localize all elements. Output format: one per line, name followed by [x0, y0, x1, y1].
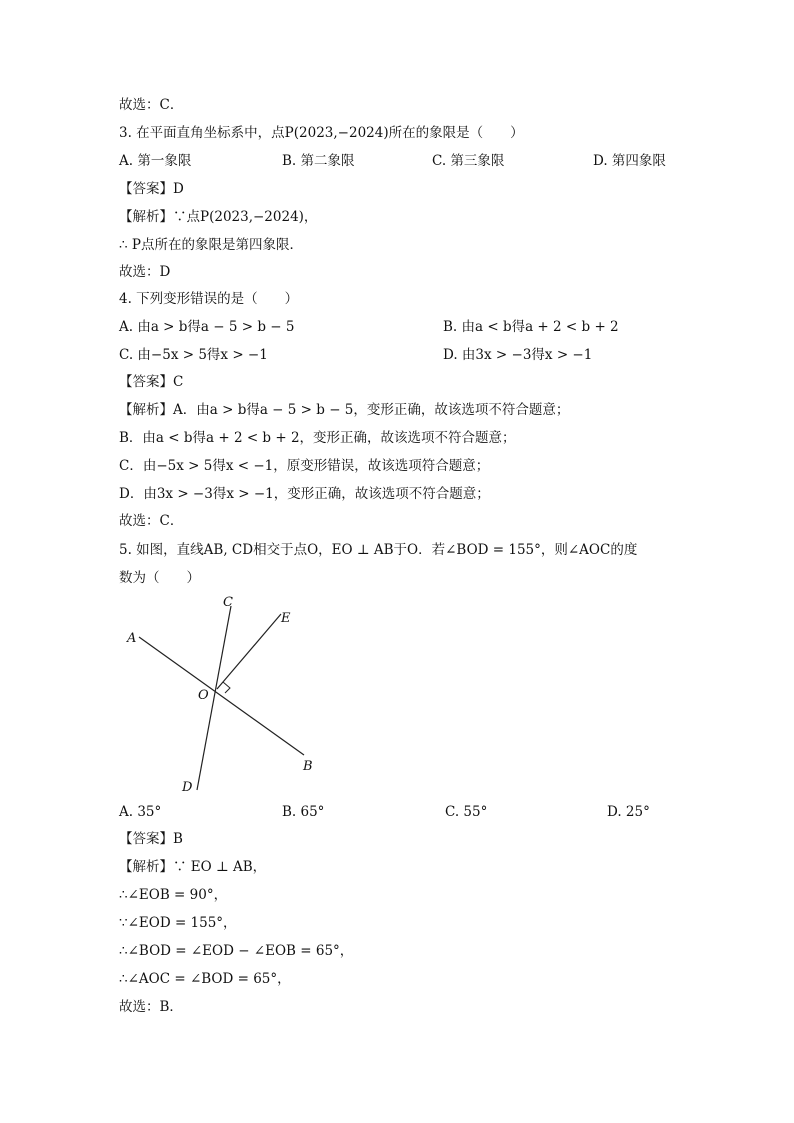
q5-option-d: D. 25° [607, 804, 650, 820]
q2-conclusion: 故选：C． [119, 97, 184, 113]
q5-stem-continued: 数为（ ） [119, 570, 200, 586]
q4-analysis-a: 【解析】A．由a > b得a − 5 > b − 5，变形正确，故该选项不符合题意； [119, 402, 570, 418]
q5-option-b: B. 65° [282, 804, 325, 820]
q4-stem: 4. 下列变形错误的是（ ） [119, 291, 299, 307]
q5-answer: 【答案】B [119, 831, 183, 847]
q5-conclusion: 故选：B． [119, 999, 183, 1015]
q5-option-a: A. 35° [119, 804, 162, 820]
q4-option-b: B. 由a < b得a + 2 < b + 2 [443, 319, 619, 335]
label-c: C [223, 595, 233, 610]
q3-option-c: C. 第三象限 [432, 153, 505, 169]
q3-stem: 3. 在平面直角坐标系中，点P(2023,−2024)所在的象限是（ ） [119, 125, 524, 141]
q4-option-a: A. 由a > b得a − 5 > b − 5 [119, 319, 295, 335]
q4-answer: 【答案】C [119, 374, 184, 390]
q4-analysis-b: B．由a < b得a + 2 < b + 2，变形正确，故该选项不符合题意； [119, 430, 516, 446]
q5-analysis-4: ∴∠BOD = ∠EOD − ∠EOB = 65°， [119, 943, 354, 959]
q3-answer: 【答案】D [119, 181, 184, 197]
q3-option-b: B. 第二象限 [282, 153, 355, 169]
q4-option-d: D. 由3x > −3得x > −1 [443, 347, 593, 363]
label-a: A [127, 631, 137, 646]
right-angle-mark [223, 682, 230, 693]
label-b: B [303, 759, 313, 774]
q3-analysis-2: ∴ P点所在的象限是第四象限． [119, 237, 303, 253]
label-e: E [281, 611, 291, 626]
q4-conclusion: 故选：C． [119, 513, 184, 529]
label-o: O [198, 688, 209, 703]
q5-analysis-2: ∴∠EOB = 90°， [119, 887, 228, 903]
q4-option-c: C. 由−5x > 5得x > −1 [119, 347, 268, 363]
label-d: D [182, 780, 193, 795]
q3-option-a: A. 第一象限 [119, 153, 192, 169]
q4-analysis-c: C．由−5x > 5得x < −1，原变形错误，故该选项符合题意； [119, 458, 490, 474]
q5-analysis-3: ∵∠EOD = 155°， [119, 915, 237, 931]
q5-analysis-5: ∴∠AOC = ∠BOD = 65°， [119, 971, 291, 987]
q5-analysis-1: 【解析】∵ EO ⊥ AB， [119, 859, 267, 875]
geometry-figure [119, 592, 329, 797]
q3-analysis-1: 【解析】∵点P(2023,−2024)， [119, 209, 318, 225]
q3-option-d: D. 第四象限 [593, 153, 666, 169]
q5-option-c: C. 55° [445, 804, 488, 820]
q3-conclusion: 故选：D [119, 264, 171, 280]
q5-stem: 5. 如图，直线AB, CD相交于点O，EO ⊥ AB于O．若∠BOD = 155°，则∠AOC的度 [119, 542, 638, 558]
ray-oe [217, 614, 281, 689]
q4-analysis-d: D．由3x > −3得x > −1，变形正确，故该选项不符合题意； [119, 486, 490, 502]
